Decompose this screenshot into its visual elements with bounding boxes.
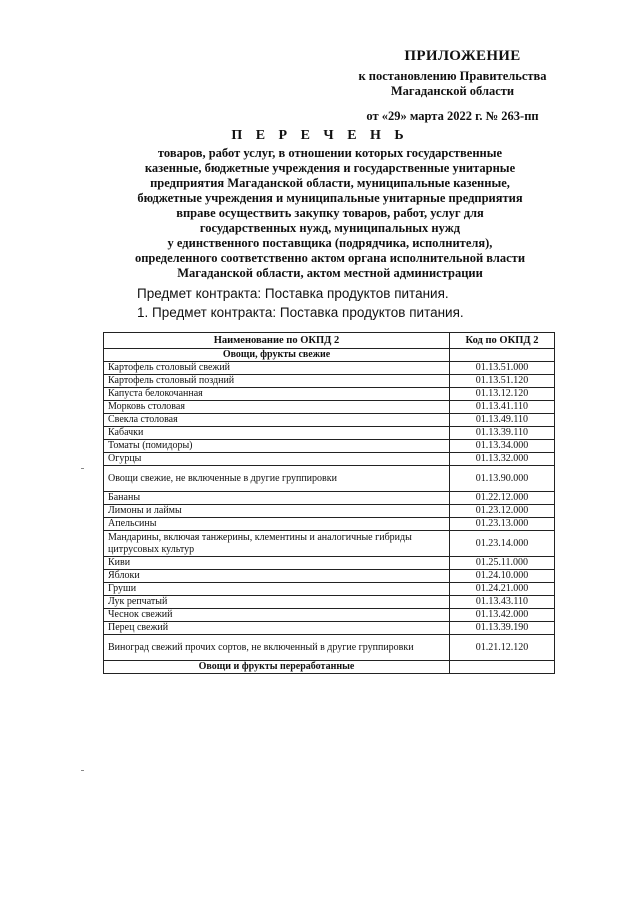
item-code-cell: 01.23.14.000 [450, 531, 555, 557]
header-name: Наименование по ОКПД 2 [104, 333, 450, 349]
item-code-cell: 01.13.51.000 [450, 362, 555, 375]
table-group-row [104, 661, 555, 674]
item-name-cell: Кабачки [104, 427, 450, 440]
item-name-cell: Чеснок свежий [104, 609, 450, 622]
table-row [104, 596, 555, 609]
contract-subject-numbered-line: 1. Предмет контракта: Поставка продуктов питания. [137, 305, 464, 320]
item-code-cell: 01.13.34.000 [450, 440, 555, 453]
item-code-cell: 01.24.10.000 [450, 570, 555, 583]
document-title: П Е Р Е Ч Е Н Ь [231, 128, 409, 143]
group-name-cell: Овощи, фрукты свежие [104, 349, 450, 362]
description-line: государственных нужд, муниципальных нужд [199, 221, 461, 235]
appendix-region-line: Магаданской области [390, 84, 515, 98]
item-name-cell: Груши [104, 583, 450, 596]
table-row [104, 388, 555, 401]
item-code-cell [450, 349, 555, 362]
item-name-cell: Картофель столовый свежий [104, 362, 450, 375]
item-name-cell: Апельсины [104, 518, 450, 531]
description-line: товаров, работ услуг, в отношении которых государственные [157, 146, 503, 160]
item-code-cell: 01.13.32.000 [450, 453, 555, 466]
description-line: Магаданской области, актом местной администрации [177, 266, 483, 280]
appendix-title: ПРИЛОЖЕНИЕ [404, 48, 521, 64]
description-line: у единственного поставщика (подрядчика, исполнителя), [167, 236, 493, 250]
item-code-cell: 01.13.43.110 [450, 596, 555, 609]
description-line: вправе осуществить закупку товаров, работ, услуг для [176, 206, 484, 220]
item-name-cell: Перец свежий [104, 622, 450, 635]
item-code-cell: 01.13.41.110 [450, 401, 555, 414]
table-row [104, 570, 555, 583]
description-line: предприятия Магаданской области, муниципальные казенные, [150, 176, 510, 190]
table-row [104, 440, 555, 453]
table-row [104, 609, 555, 622]
item-name-cell: Лимоны и лаймы [104, 505, 450, 518]
table-row [104, 414, 555, 427]
table-row [104, 518, 555, 531]
table-row [104, 466, 555, 492]
document-description [95, 146, 565, 281]
appendix-block [300, 48, 585, 124]
item-code-cell: 01.13.90.000 [450, 466, 555, 492]
item-code-cell: 01.13.12.120 [450, 388, 555, 401]
item-name-cell: Киви [104, 557, 450, 570]
item-name-cell: Мандарины, включая танжерины, клементины и аналогичные гибриды цитрусовых культур [104, 531, 450, 557]
description-line: казенные, бюджетные учреждения и государственные унитарные [144, 161, 516, 175]
item-code-cell: 01.13.39.190 [450, 622, 555, 635]
table-row [104, 505, 555, 518]
item-name-cell: Огурцы [104, 453, 450, 466]
table-row [104, 492, 555, 505]
item-name-cell: Свекла столовая [104, 414, 450, 427]
item-code-cell: 01.13.51.120 [450, 375, 555, 388]
item-name-cell: Виноград свежий прочих сортов, не включенный в другие группировки [104, 635, 450, 661]
table-row [104, 531, 555, 557]
item-name-cell: Бананы [104, 492, 450, 505]
description-line: бюджетные учреждения и муниципальные унитарные предприятия [137, 191, 523, 205]
scan-mark [81, 770, 84, 771]
table-row [104, 622, 555, 635]
item-name-cell: Капуста белокочанная [104, 388, 450, 401]
item-code-cell: 01.21.12.120 [450, 635, 555, 661]
table-header-row [104, 333, 555, 349]
item-name-cell: Картофель столовый поздний [104, 375, 450, 388]
item-code-cell: 01.24.21.000 [450, 583, 555, 596]
item-code-cell: 01.23.13.000 [450, 518, 555, 531]
item-name-cell: Лук репчатый [104, 596, 450, 609]
item-name-cell: Морковь столовая [104, 401, 450, 414]
group-name-cell: Овощи и фрукты переработанные [104, 661, 450, 674]
table-row [104, 453, 555, 466]
header-code: Код по ОКПД 2 [450, 333, 555, 349]
appendix-resolution-line: к постановлению Правительства [358, 69, 547, 83]
appendix-date-line: от «29» марта 2022 г. № 263-пп [366, 109, 539, 123]
item-code-cell: 01.13.49.110 [450, 414, 555, 427]
table-row [104, 583, 555, 596]
scan-mark [81, 468, 84, 469]
item-code-cell: 01.22.12.000 [450, 492, 555, 505]
item-code-cell: 01.13.39.110 [450, 427, 555, 440]
item-code-cell: 01.25.11.000 [450, 557, 555, 570]
item-code-cell: 01.23.12.000 [450, 505, 555, 518]
item-code-cell: 01.13.42.000 [450, 609, 555, 622]
table-row [104, 401, 555, 414]
table-row [104, 635, 555, 661]
table-row [104, 362, 555, 375]
item-name-cell: Яблоки [104, 570, 450, 583]
table-group-row [104, 349, 555, 362]
item-name-cell: Томаты (помидоры) [104, 440, 450, 453]
item-code-cell [450, 661, 555, 674]
item-name-cell: Овощи свежие, не включенные в другие группировки [104, 466, 450, 492]
description-line: определенного соответственно актом органа исполнительной власти [134, 251, 526, 265]
table-row [104, 375, 555, 388]
contract-subject-line: Предмет контракта: Поставка продуктов питания. [137, 286, 449, 301]
okpd-table-body [104, 349, 555, 674]
table-row [104, 557, 555, 570]
table-row [104, 427, 555, 440]
okpd-table [103, 332, 555, 674]
